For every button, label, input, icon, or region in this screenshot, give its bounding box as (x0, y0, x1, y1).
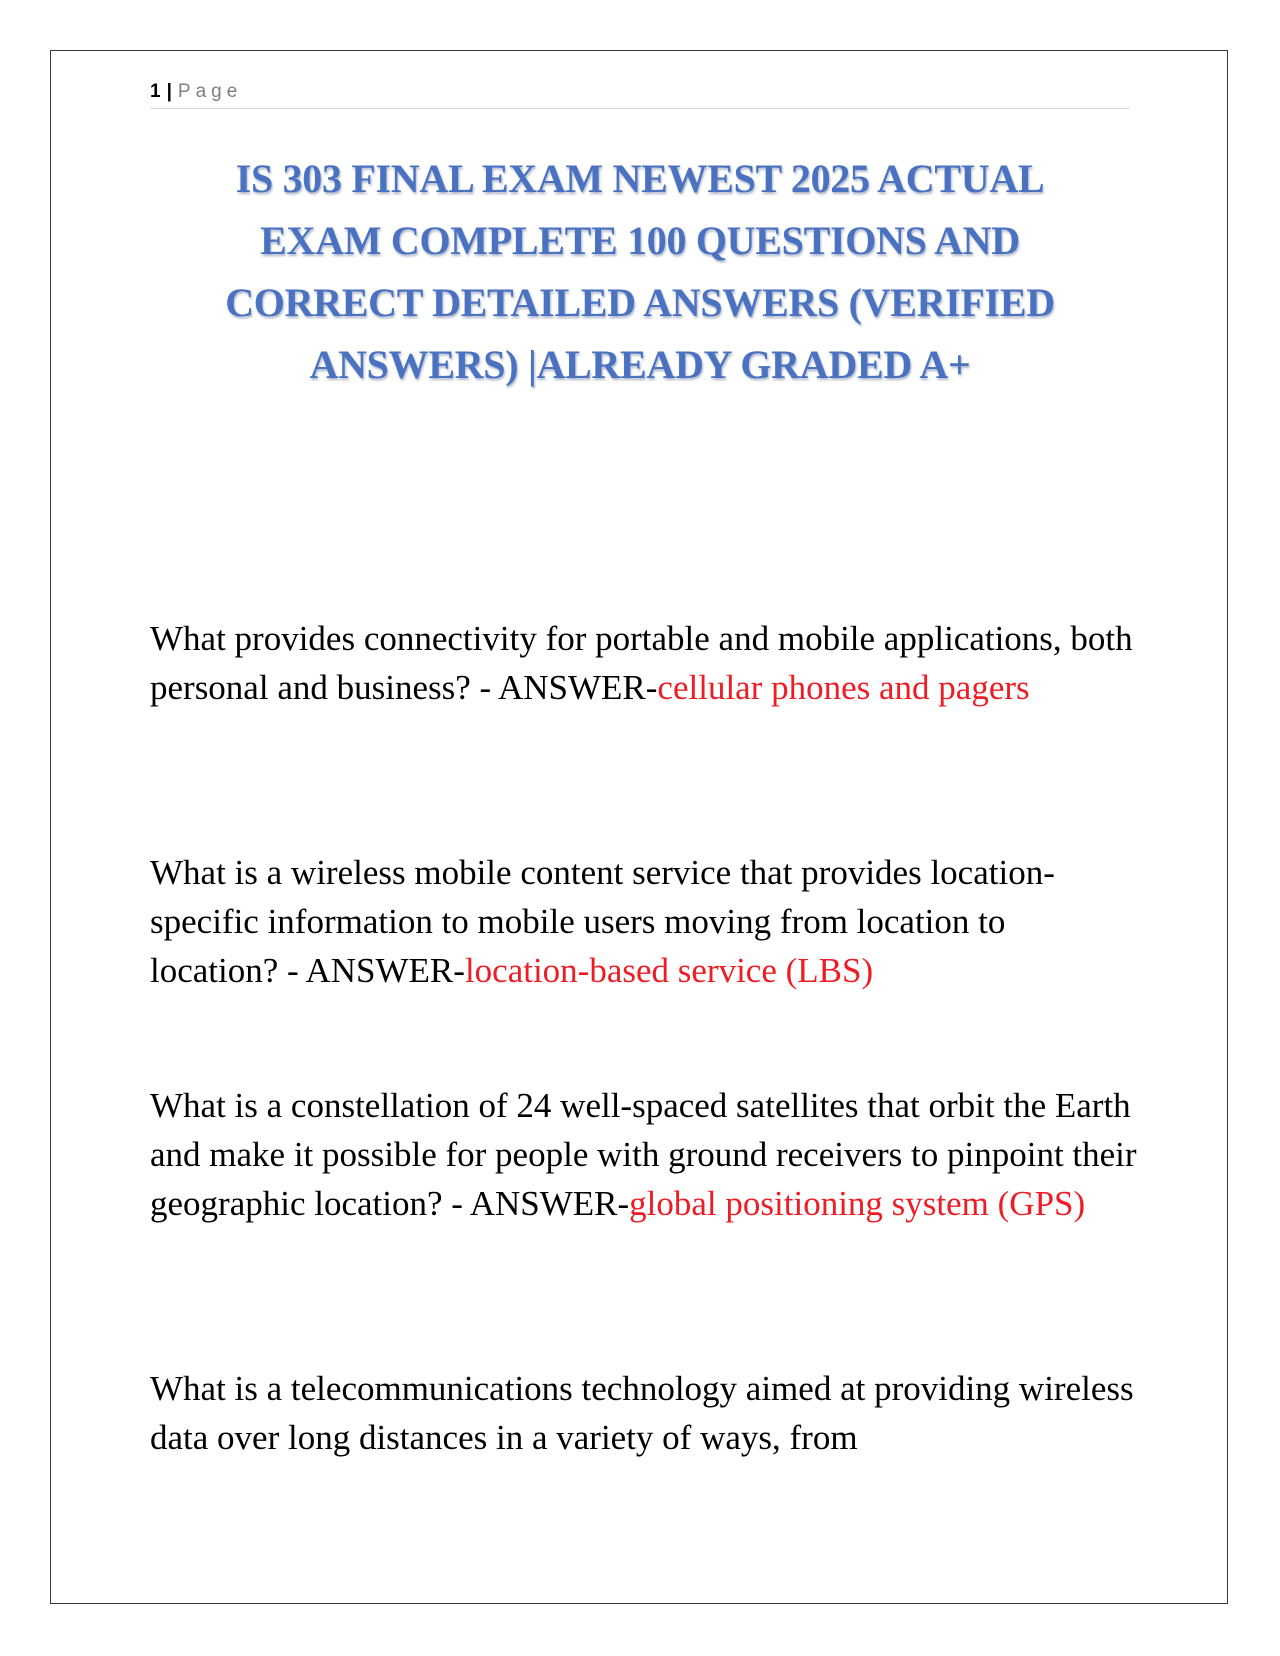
header-separator: | (166, 81, 172, 102)
answer-text: location-based service (LBS) (464, 951, 874, 990)
page-number: 1 (150, 81, 161, 102)
title-line-2: EXAM COMPLETE 100 QUESTIONS AND (260, 218, 1020, 263)
qa-item-1 (150, 614, 1140, 712)
answer-text: global positioning system (GPS) (629, 1184, 1086, 1223)
document-title (150, 148, 1130, 396)
question-text: What provides connectivity for portable and mobile applications, both personal and business? - ANSWER- (150, 619, 1133, 707)
qa-item-2 (150, 848, 1140, 995)
page-word: Page (177, 81, 243, 102)
title-line-4: ANSWERS) |ALREADY GRADED A+ (309, 342, 971, 387)
qa-item-3 (150, 1081, 1140, 1228)
question-text: What is a wireless mobile content service that provides location-specific information to mobile users moving from location to location? - ANSWER- (150, 853, 1055, 990)
question-text: What is a constellation of 24 well-spaced satellites that orbit the Earth and make it possible for people with ground receivers to pinpoint their geographic location? - ANSWER- (150, 1086, 1137, 1223)
title-line-3: CORRECT DETAILED ANSWERS (VERIFIED (225, 280, 1055, 325)
title-line-1: IS 303 FINAL EXAM NEWEST 2025 ACTUAL (235, 156, 1045, 201)
question-text: What is a telecommunications technology aimed at providing wireless data over long distances in a variety of ways, from (150, 1369, 1134, 1457)
page-header (150, 78, 1130, 109)
qa-item-4 (150, 1364, 1140, 1462)
answer-text: cellular phones and pagers (657, 668, 1030, 707)
